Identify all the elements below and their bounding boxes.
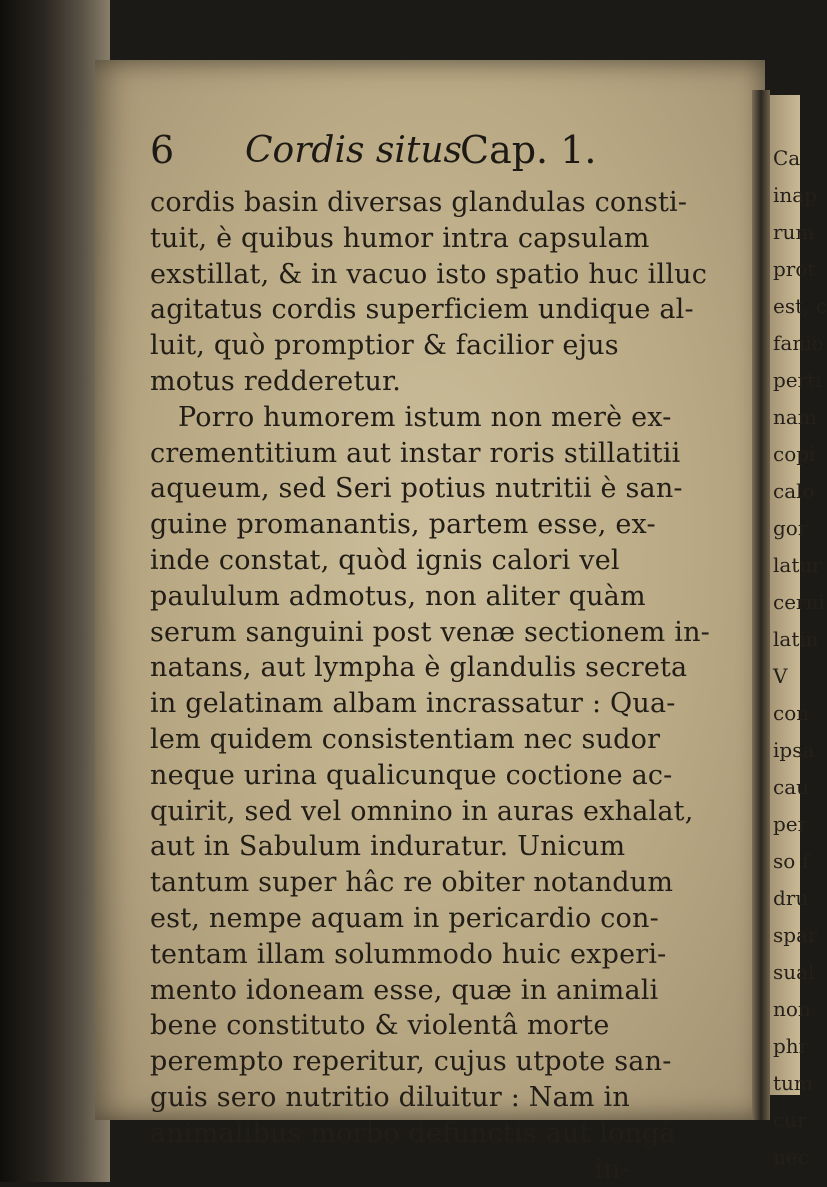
left-book-edge [0,0,110,1182]
text-line: tantum super hâc re obiter notandum [150,867,674,899]
facing-page-fragment: nec [773,1145,809,1169]
page-gutter [752,90,770,1120]
text-line: motus redderetur. [150,365,402,397]
text-line: lem quidem consistentiam nec sudor [150,723,661,755]
text-line: luit, quò promptior & facilior ejus [150,330,619,362]
text-line: cordis basin diversas glandulas consti- [150,187,688,218]
facing-page-fragment: non [773,997,811,1021]
facing-page-fragment: rum [773,220,815,244]
facing-page-fragment: perti [773,368,822,392]
text-line: guis sero nutritio diluitur : Nam in [150,1081,630,1113]
facing-page-fragment: inap [773,183,818,207]
facing-page-fragment: sual [773,960,815,984]
facing-page-fragment: V [773,664,788,688]
facing-page-fragment: Ca [773,146,801,170]
text-line: animalibus morbo defunctis aut longâ [150,1117,676,1149]
text-line: inde constat, quòd ignis calori vel [150,544,620,576]
facing-page-fragment: latur [773,553,822,577]
text-line: tentam illam solummodo huic experi- [150,938,667,970]
facing-page-fragment: cerni [773,590,825,614]
chapter-label: Cap. 1. [460,128,597,172]
text-line: guine promanantis, partem esse, ex- [150,509,656,541]
facing-page-fragment: fanio [773,331,824,355]
page-number: 6 [150,128,175,172]
text-line: mento idoneam esse, quæ in animali [150,974,659,1006]
facing-page-fragment: prot [773,257,816,281]
text-line: tuit, è quibus humor intra capsulam [150,222,650,254]
text-line: aut in Sabulum induratur. Unicum [150,831,626,863]
facing-page-fragment: copi [773,442,816,466]
facing-page-fragment: cau [773,775,810,799]
facing-page-fragment: cur [773,1108,807,1132]
text-line: paululum admotus, non aliter quàm [150,580,646,612]
text-line: natans, aut lympha è glandulis secreta [150,652,688,684]
text-line: est, nempe aquam in pericardio con- [150,902,659,934]
page-header [150,128,750,188]
text-line: agitatus cordis superficiem undique al- [150,294,694,326]
text-line: bene constituto & violentâ morte [150,1010,610,1042]
facing-page-fragment: so f [773,849,810,873]
facing-page-fragment: gor [773,516,808,540]
facing-page-fragment: phr [773,1034,809,1058]
facing-page-text-fragments [773,140,827,1176]
facing-page-fragment: est, c [773,294,827,318]
facing-page-fragment: tum [773,1071,813,1095]
text-line: in gelatinam albam incrassatur : Qua- [150,688,676,720]
text-line: perempto reperitur, cujus utpote san- [150,1046,672,1078]
facing-page-fragment: per [773,812,808,836]
text-line: in- [594,1153,630,1185]
facing-page-fragment: con [773,701,810,725]
body-text [150,185,740,1187]
facing-page-fragment: latin [773,627,819,651]
facing-page-fragment: ipsa [773,738,815,762]
facing-page-fragment: calo [773,479,815,503]
text-line: serum sanguini post venæ sectionem in- [150,616,710,648]
text-line: aqueum, sed Seri potius nutritii è san- [150,473,683,505]
facing-page-fragment: spar [773,923,818,947]
text-line: exstillat, & in vacuo isto spatio huc illuc [150,258,708,290]
text-line: crementitium aut instar roris stillatitii [150,437,681,469]
text-line: quirit, sed vel omnino in auras exhalat, [150,795,694,827]
text-line: Porro humorem istum non merè ex- [178,401,672,433]
running-head: Cordis situs [245,130,463,171]
facing-page-fragment: nam [773,405,817,429]
text-line: neque urina qualicunque coctione ac- [150,759,673,791]
facing-page-fragment: dru [773,886,809,910]
